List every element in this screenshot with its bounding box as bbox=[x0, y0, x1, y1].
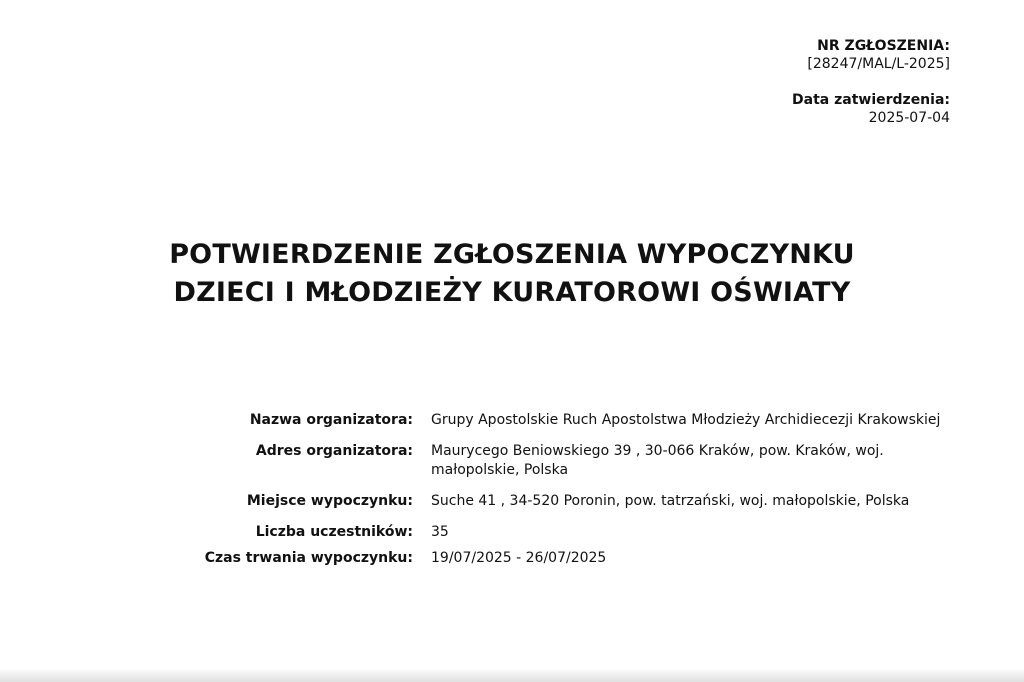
registration-number bbox=[792, 37, 950, 73]
details-row-duration bbox=[0, 549, 1024, 568]
approval-date-value: 2025-07-04 bbox=[868, 110, 950, 126]
details-value: 35 bbox=[431, 524, 449, 540]
page-bottom-edge bbox=[0, 668, 1024, 682]
details-row-participants bbox=[0, 523, 1024, 542]
details-value: Grupy Apostolskie Ruch Apostolstwa Młodzieży Archidiecezji Krakowskiej bbox=[431, 412, 941, 428]
document-meta bbox=[792, 37, 950, 127]
details-label: Nazwa organizatora: bbox=[249, 412, 413, 428]
details-value: Maurycego Beniowskiego 39 , 30-066 Kraków, pow. Kraków, woj. małopolskie, Polska bbox=[431, 443, 884, 478]
details-table bbox=[0, 411, 1024, 568]
details-label: Adres organizatora: bbox=[255, 443, 413, 459]
details-value: Suche 41 , 34-520 Poronin, pow. tatrzański, woj. małopolskie, Polska bbox=[431, 493, 910, 509]
document-title bbox=[0, 236, 1024, 312]
details-label: Liczba uczestników: bbox=[255, 524, 413, 540]
document-title-line-1: POTWIERDZENIE ZGŁOSZENIA WYPOCZYNKU bbox=[169, 239, 855, 270]
document-title-line-2: DZIECI I MŁODZIEŻY KURATOROWI OŚWIATY bbox=[173, 277, 851, 308]
details-row-organizer-address bbox=[0, 442, 1024, 480]
details-label: Czas trwania wypoczynku: bbox=[204, 550, 413, 566]
details-label: Miejsce wypoczynku: bbox=[246, 493, 413, 509]
details-row-organizer-name bbox=[0, 411, 1024, 430]
details-value: 19/07/2025 - 26/07/2025 bbox=[431, 550, 607, 566]
approval-date bbox=[792, 91, 950, 127]
registration-number-value: [28247/MAL/L-2025] bbox=[807, 56, 950, 72]
registration-number-label: NR ZGŁOSZENIA: bbox=[817, 38, 950, 54]
details-row-place bbox=[0, 492, 1024, 511]
approval-date-label: Data zatwierdzenia: bbox=[792, 92, 950, 108]
